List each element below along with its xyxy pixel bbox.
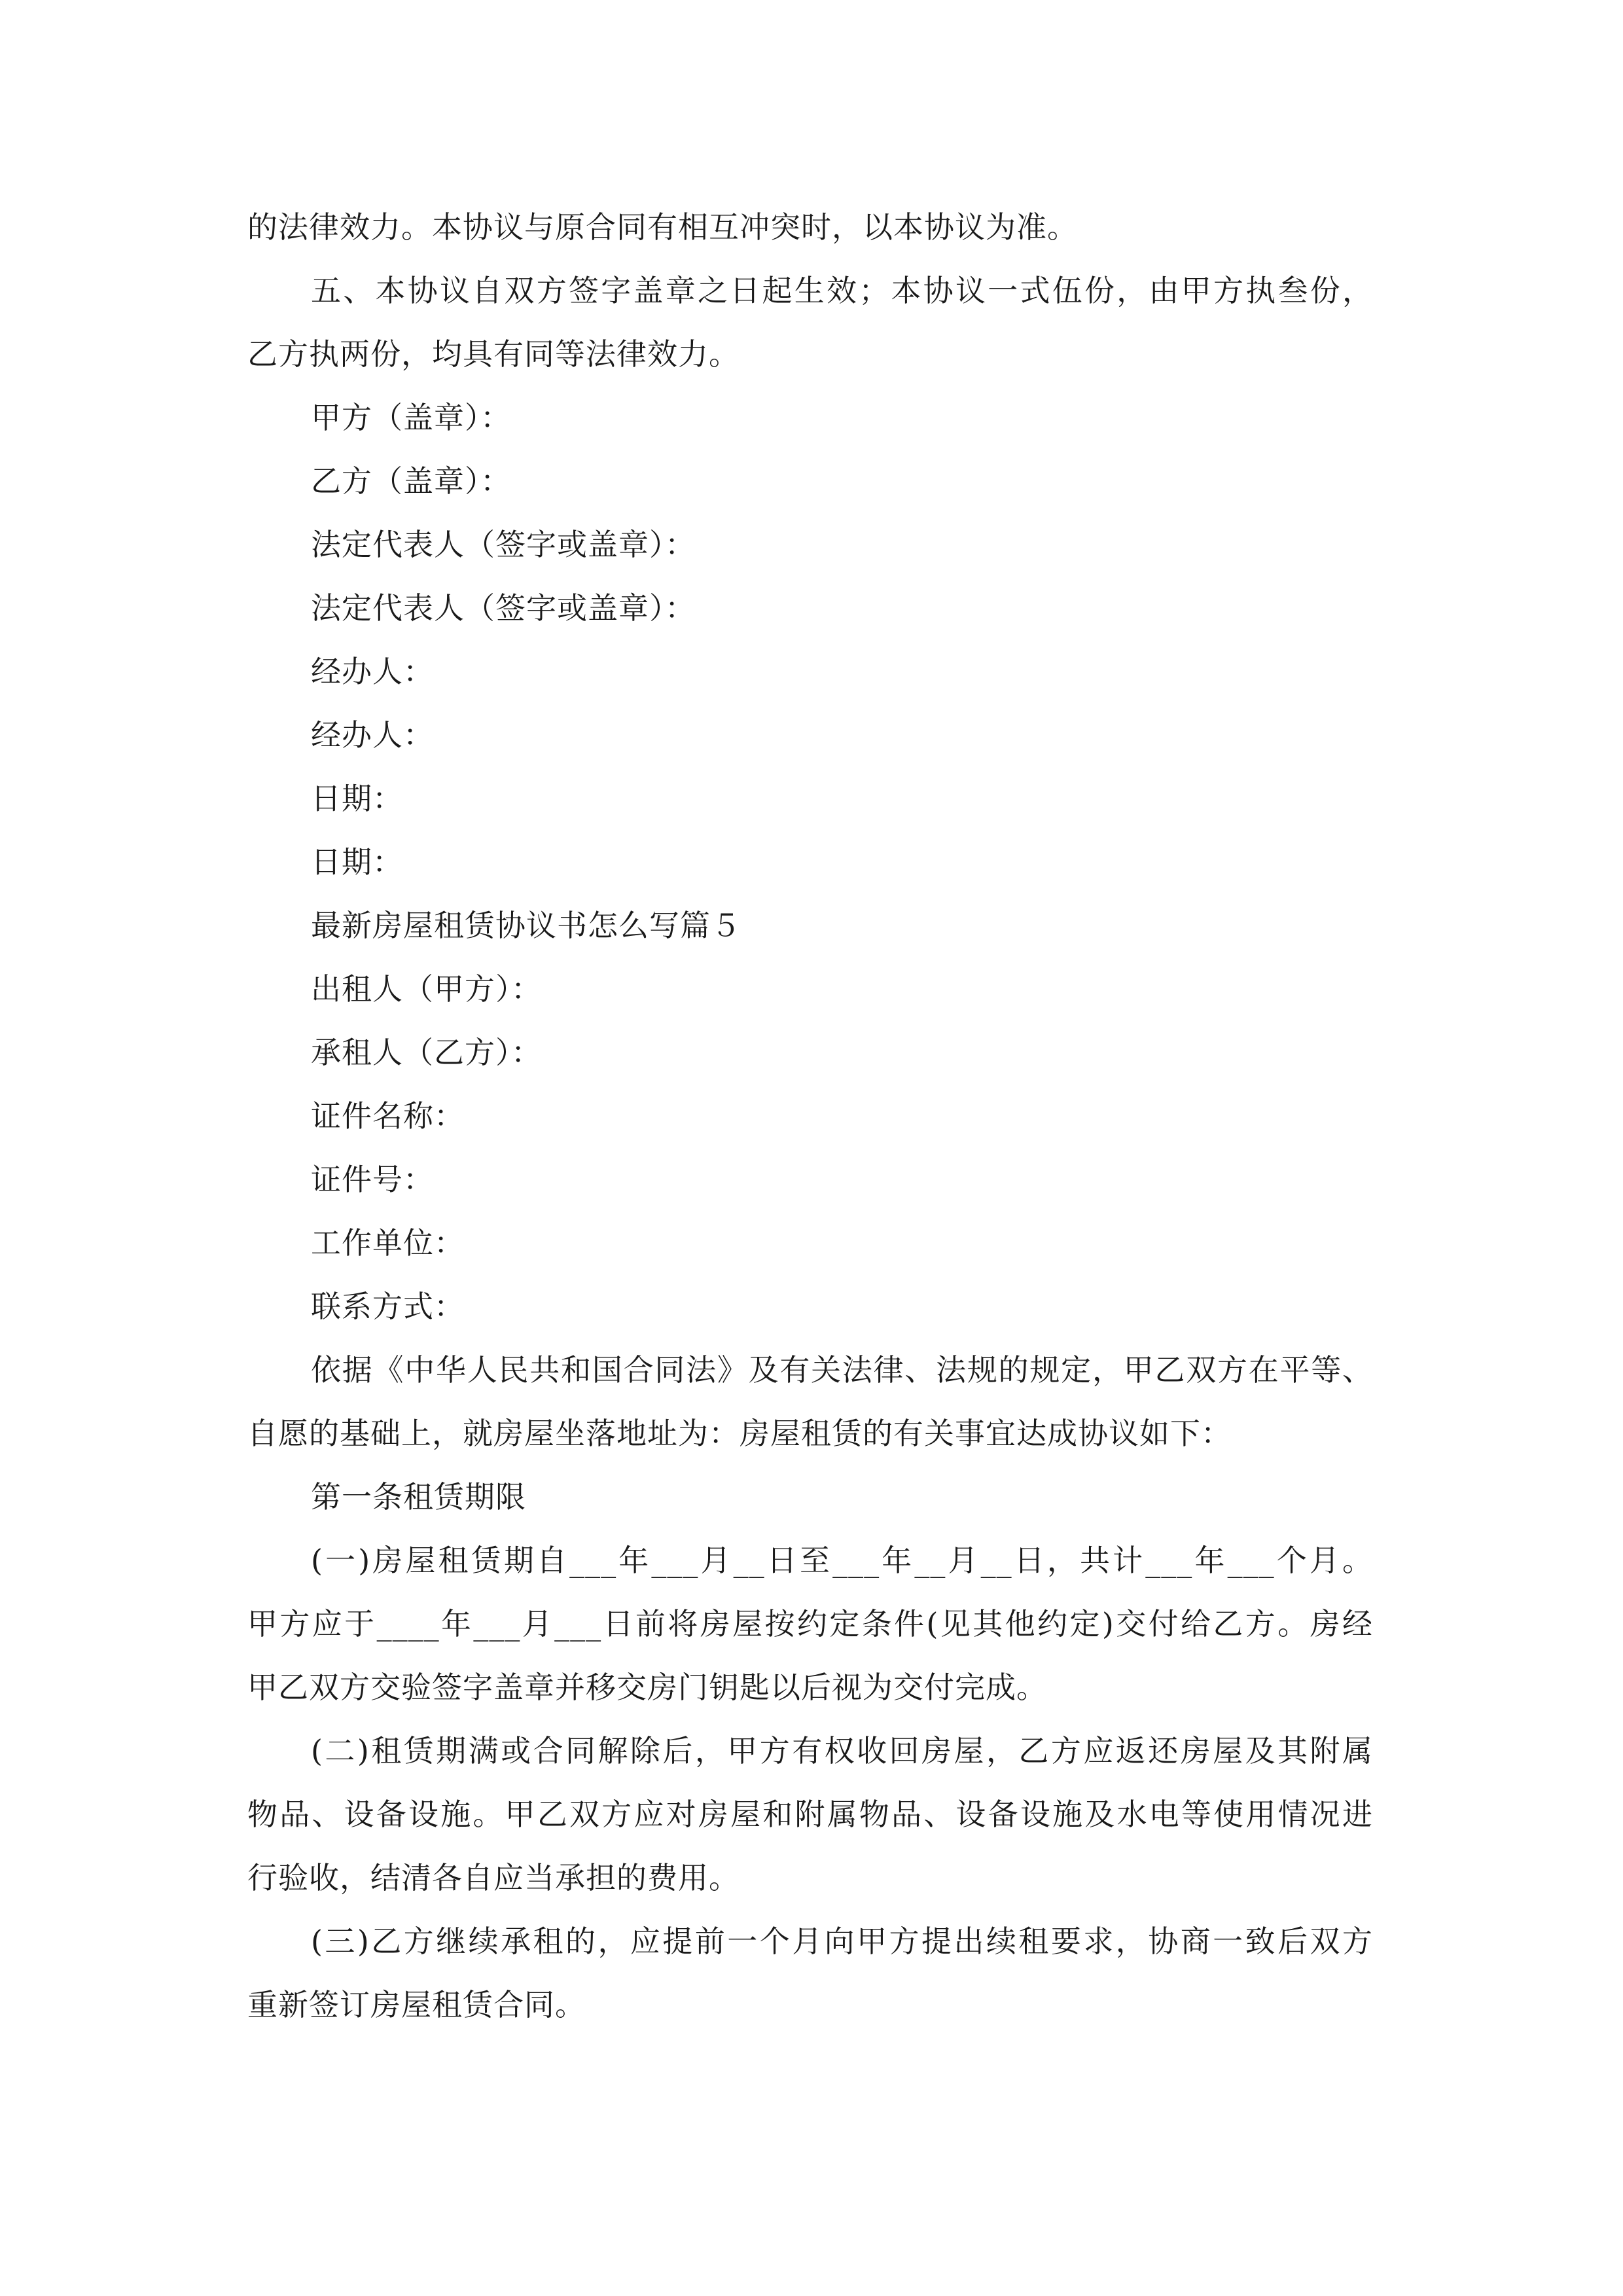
paragraph-line: 物品、设备设施。甲乙双方应对房屋和附属物品、设备设施及水电等使用情况进: [247, 1797, 1373, 1832]
signature-handler-b: 经办人：: [311, 717, 434, 753]
section-title: 最新房屋租赁协议书怎么写篇５: [311, 908, 741, 943]
paragraph-line: (一)房屋租赁期自___年___月__日至___年__月__日，共计___年___个月。: [311, 1543, 1373, 1578]
paragraph-line: 重新签订房屋租赁合同。: [247, 1987, 586, 2022]
field-id-number: 证件号：: [311, 1162, 434, 1197]
paragraph-line: 乙方执两份，均具有同等法律效力。: [247, 336, 740, 372]
signature-legal-rep-a: 法定代表人（签字或盖章）：: [311, 527, 696, 562]
signature-handler-a: 经办人：: [311, 654, 434, 689]
paragraph-line: 甲乙双方交验签字盖章并移交房门钥匙以后视为交付完成。: [247, 1670, 1047, 1705]
paragraph-line: 甲方应于____年___月___日前将房屋按约定条件(见其他约定)交付给乙方。房经: [247, 1606, 1373, 1641]
signature-party-a-seal: 甲方（盖章）：: [311, 400, 511, 435]
field-id-type: 证件名称：: [311, 1098, 465, 1134]
field-contact: 联系方式：: [311, 1289, 465, 1324]
signature-party-b-seal: 乙方（盖章）：: [311, 463, 511, 499]
paragraph-line: (二)租赁期满或合同解除后，甲方有权收回房屋，乙方应返还房屋及其附属: [311, 1733, 1373, 1768]
paragraph-line: 五、本协议自双方签字盖章之日起生效；本协议一式伍份，由甲方执叁份，: [311, 273, 1373, 308]
article-heading: 第一条租赁期限: [311, 1479, 526, 1515]
paragraph-line: 依据《中华人民共和国合同法》及有关法律、法规的规定，甲乙双方在平等、: [311, 1352, 1373, 1388]
signature-date-b: 日期：: [311, 844, 403, 880]
paragraph-line: 行验收，结清各自应当承担的费用。: [247, 1860, 740, 1895]
field-lessee: 承租人（乙方）：: [311, 1035, 542, 1070]
signature-date-a: 日期：: [311, 781, 403, 816]
paragraph-line: (三)乙方继续承租的，应提前一个月向甲方提出续租要求，协商一致后双方: [311, 1924, 1373, 1959]
paragraph-line: 的法律效力。本协议与原合同有相互冲突时，以本协议为准。: [247, 209, 1078, 245]
signature-legal-rep-b: 法定代表人（签字或盖章）：: [311, 590, 696, 626]
field-employer: 工作单位：: [311, 1225, 465, 1261]
paragraph-line: 自愿的基础上，就房屋坐落地址为：房屋租赁的有关事宜达成协议如下：: [247, 1416, 1232, 1451]
field-lessor: 出租人（甲方）：: [311, 971, 542, 1007]
